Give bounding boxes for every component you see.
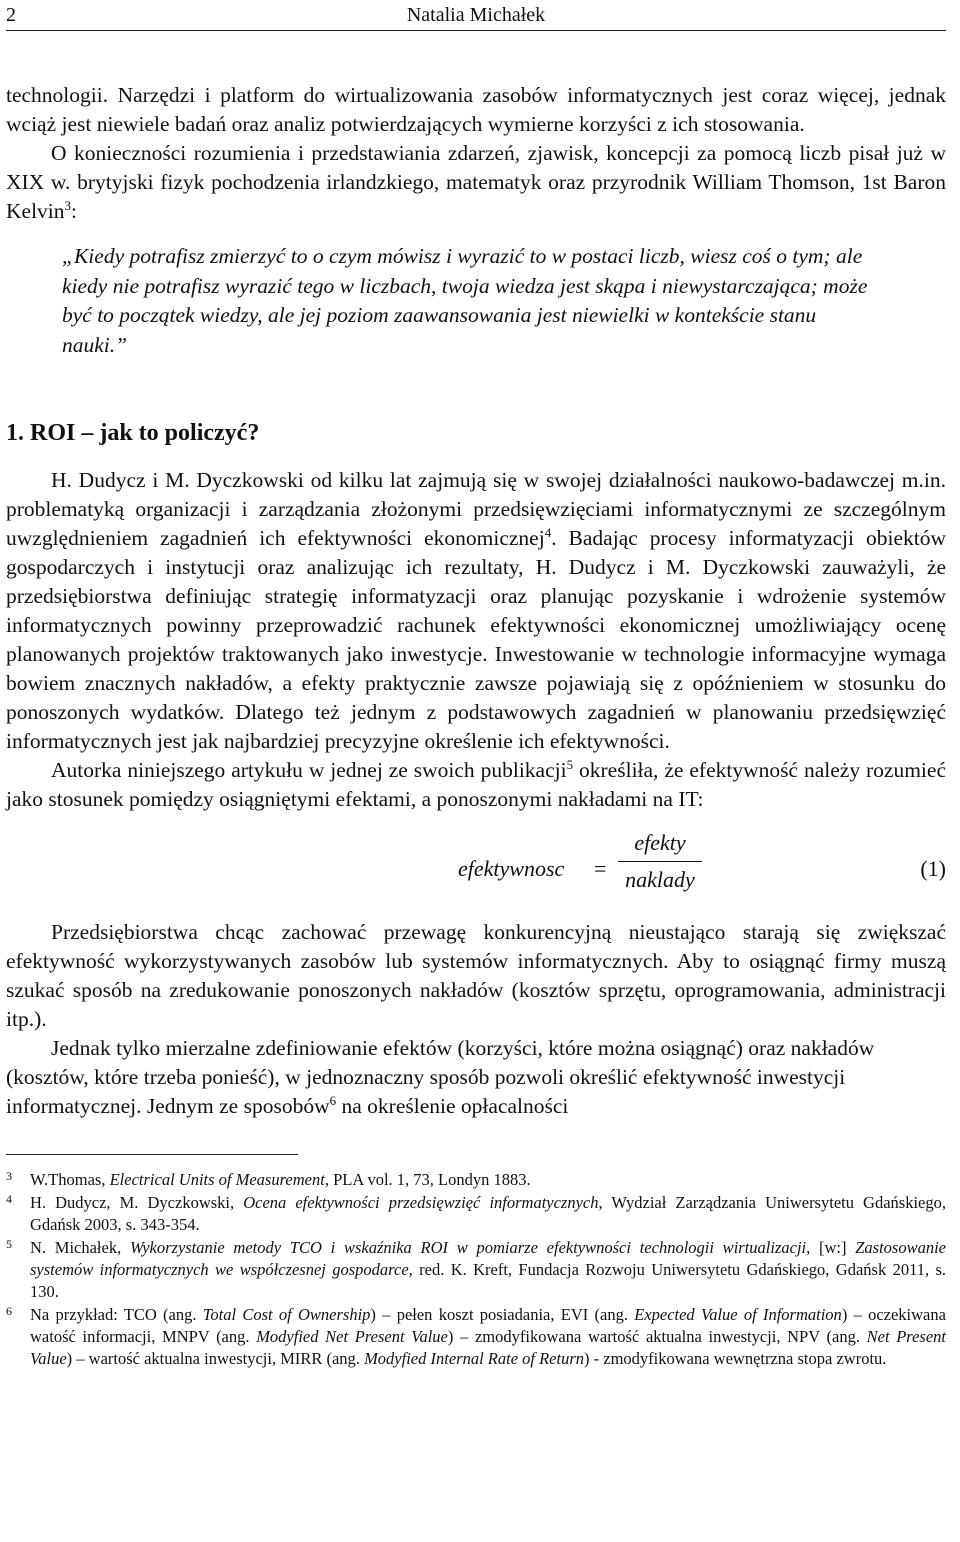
footnote-text-run: ) – zmodyfikowana wartość aktualna inwestycji, NPV (ang.	[447, 1327, 867, 1346]
footnote-text-run: , [w:]	[806, 1238, 856, 1257]
paragraph-1: technologii. Narzędzi i platform do wirtualizowania zasobów informatycznych jest coraz więcej, jednak wciąż jest niewiele badań oraz analiz potwierdzających wymierne korzyści z ich stosowania.	[6, 83, 946, 136]
footnote-text-run: , red. K. Kreft, Fundacja Rozwoju Uniwersytetu Gdańskiego, Gdańsk 2011, s. 130.	[30, 1260, 946, 1301]
formula-denominator: naklady	[625, 867, 695, 892]
paragraph-3: H. Dudycz i M. Dyczkowski od kilku lat zajmują się w swojej działalności naukowo-badawczej m.in. problematyką organizacji i zarządzania złożonymi przedsięwzięciami informatycznymi ze szczególnym uwzględnieniem zagadnień ich efektywności ekonomicznej$^4$. Badając procesy informatyzacji obiektów gospodarczych i instytucji oraz analizując ich rezultaty, H. Dudycz i M. Dyczkowski zauważyli, że przedsiębiorstwa definiując strategię informatyzacji oraz planując pozyskanie i wdrożenie systemów informatycznych powinny przeprowadzić rachunek efektywności ekonomicznej umożliwiający ocenę planowanych projektów traktowanych jako inwestycje. Inwestowanie w technologie informacyjne wymaga bowiem znacznych nakładów, a efekty praktycznie zawsze pojawiają się z opóźnieniem w stosunku do ponoszonych wydatków. Dlatego też jednym z podstawowych zagadnień w planowaniu przedsięwzięć informatycznych jest jak najbardziej precyzyjne określenie ich efektywności.	[6, 468, 946, 753]
fraction-bar	[618, 861, 702, 862]
footnote-mark: 3	[6, 1169, 12, 1183]
footnote-mark: 4	[6, 1192, 12, 1206]
footnote-text-run: Wykorzystanie metody TCO i wskaźnika ROI w pomiarze efektywności technologii wirtualizacji	[129, 1238, 807, 1257]
footnote-text-run: ) – wartość aktualna inwestycji, MIRR (ang.	[66, 1349, 365, 1368]
footnote-3	[6, 1169, 946, 1191]
footnote-text-run: Zastosowanie systemów informatycznych we współczesnej gospodarce	[30, 1238, 947, 1279]
running-header-author: Natalia Michałek	[406, 4, 546, 26]
footnote-4	[6, 1192, 946, 1236]
footnote-text-run: Expected Value of Information	[634, 1305, 842, 1324]
footnote-text-run: H. Dudycz, M. Dyczkowski,	[30, 1193, 244, 1212]
footnote-text-run: N. Michałek,	[30, 1238, 130, 1257]
section-heading: 1. ROI – jak to policzyć?	[6, 420, 260, 446]
paragraph-2: O konieczności rozumienia i przedstawiania zdarzeń, zjawisk, koncepcji za pomocą liczb pisał już w XIX w. brytyjski fizyk pochodzenia irlandzkiego, matematyk oraz przyrodnik William Thomson, 1st Baron Kelvin$^3$:	[6, 141, 946, 223]
paragraph-5: Przedsiębiorstwa chcąc zachować przewagę konkurencyjną nieustająco starają się zwiększać efektywność wykorzystywanych zasobów lub systemów informatycznych. Aby to osiągnąć firmy muszą szukać sposób na zredukowanie ponoszonych nakładów (kosztów sprzętu, oprogramowania, administracji itp.).	[6, 920, 946, 1031]
footnote-text-run: ) - zmodyfikowana wewnętrzna stopa zwrotu.	[584, 1349, 887, 1368]
footnote-6	[6, 1304, 946, 1370]
footnote-ref-3[interactable]: 3	[64, 197, 72, 213]
footnote-text-run: Ocena efektywności przedsięwzięć informatycznych	[243, 1193, 599, 1212]
footnote-ref-6[interactable]: 6	[329, 1092, 337, 1108]
footnote-text-run: , Wydział Zarządzania Uniwersytetu Gdańskiego, Gdańsk 2003, s. 343-354.	[30, 1193, 946, 1234]
efficiency-formula	[6, 828, 946, 906]
formula-fraction	[618, 828, 702, 895]
formula-numerator: efekty	[634, 830, 686, 855]
footnote-mark: 5	[6, 1237, 12, 1251]
footnote-text-run: ) – oczekiwana watość informacji, MNPV (ang.	[30, 1305, 946, 1346]
footnote-text-run: Electrical Units of Measurement	[109, 1170, 325, 1189]
footnote-mark: 6	[6, 1304, 12, 1318]
footnotes	[6, 1169, 946, 1370]
footnote-text-run: Na przykład: TCO (ang.	[30, 1305, 203, 1324]
formula-number: (1)	[920, 856, 946, 881]
footnote-text-run: Net Present Value	[30, 1327, 947, 1368]
formula-lhs: efektywnosc	[458, 856, 565, 881]
footnote-text-run: Total Cost of Ownership	[202, 1305, 371, 1324]
footnote-ref-5[interactable]: 5	[566, 756, 574, 772]
footnote-text-run: , PLA vol. 1, 73, Londyn 1883.	[324, 1170, 531, 1189]
page-number: 2	[6, 4, 16, 26]
footnote-text-run: Modyfied Internal Rate of Return	[364, 1349, 585, 1368]
footnote-text-run: W.Thomas,	[30, 1170, 110, 1189]
kelvin-quote: „Kiedy potrafisz zmierzyć to o czym mówisz i wyrazić to w postaci liczb, wiesz coś o tym; ale kiedy nie potrafisz wyrazić tego w liczbach, twoja wiedza jest skąpa i niewystarczająca; może być to początek wiedzy, ale jej poziom zaawansowania jest niewielki w kontekście stanu nauki.”	[62, 244, 868, 357]
footnote-separator	[6, 1154, 298, 1155]
paragraph-6: Jednak tylko mierzalne zdefiniowanie efektów (korzyści, które można osiągnąć) oraz nakładów (kosztów, które trzeba ponieść), w jednoznaczny sposób pozwoli określić efektywność inwestycji informatycznej. Jednym ze sposobów$^6$ na określenie opłacalności	[6, 1036, 875, 1118]
footnote-text-run: ) – pełen koszt posiadania, EVI (ang.	[370, 1305, 635, 1324]
paragraph-4: Autorka niniejszego artykułu w jednej ze swoich publikacji$^5$ określiła, że efektywność należy rozumieć jako stosunek pomiędzy osiągniętymi efektami, a ponoszonymi nakładami na IT:	[6, 756, 946, 811]
footnote-ref-4[interactable]: 4	[544, 524, 552, 540]
formula-equals: =	[594, 856, 607, 881]
footnote-text-run: Modyfied Net Present Value	[256, 1327, 448, 1346]
footnote-5	[6, 1237, 946, 1303]
running-header	[6, 0, 946, 31]
